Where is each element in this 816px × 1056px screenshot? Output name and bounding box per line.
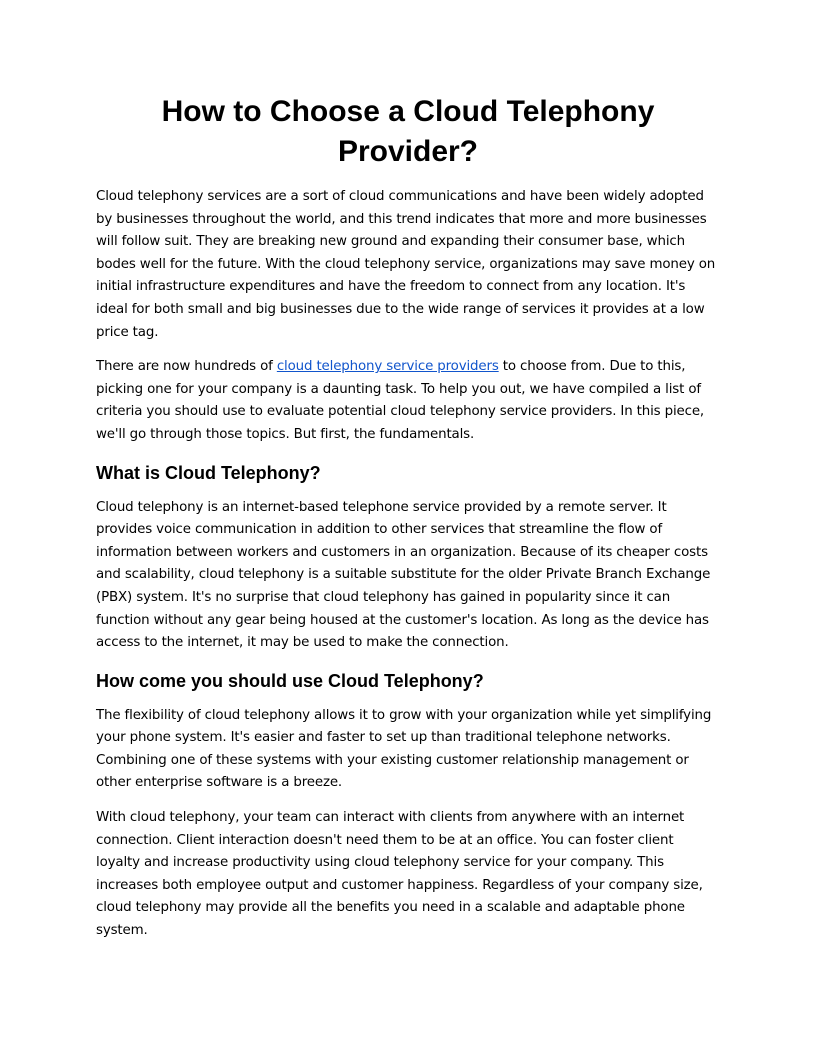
cloud-telephony-providers-link[interactable]: cloud telephony service providers [276, 359, 499, 375]
what-is-paragraph: Cloud telephony is an internet-based telephone service provided by a remote server. It provides voice communication in addition to other services that streamline the flow of information between workers and customers in an organization. Because of its cheaper costs and scalability, cloud telephony is a suitable substitute for the older Private Branch Exchange (PBX) system. It's no surprise that cloud telephony has gained in popularity since it can function without any gear being housed at the customer's location. As long as the device has access to the internet, it may be used to make the connection. [96, 499, 711, 651]
why-use-paragraph-2: With cloud telephony, your team can interact with clients from anywhere with an internet connection. Client interaction doesn't need them to be at an office. You can foster client loyalty and increase productivity using cloud telephony service for your company. This increases both employee output and customer happiness. Regardless of your company size, cloud telephony may provide all the benefits you need in a scalable and adaptable phone system. [96, 810, 703, 939]
providers-text-after: to choose from. Due to this, picking one for your company is a daunting task. To help you out, we have compiled a list of criteria you should use to evaluate potential cloud telephony service providers. In this piece, we'll go through those topics. But first, the fundamentals. [96, 359, 705, 442]
document-page [96, 92, 720, 955]
providers-paragraph [96, 356, 720, 446]
page-title: How to Choose a Cloud Telephony Provider? [161, 95, 655, 168]
providers-text-before: There are now hundreds of [96, 359, 277, 375]
why-use-paragraph-1: The flexibility of cloud telephony allows it to grow with your organization while yet simplifying your phone system. It's easier and faster to set up than traditional telephone networks. Combining one of these systems with your existing customer relationship management or other enterprise software is a breeze. [96, 707, 712, 791]
intro-paragraph: Cloud telephony services are a sort of cloud communications and have been widely adopted by businesses throughout the world, and this trend indicates that more and more businesses will follow suit. They are breaking new ground and expanding their consumer base, which bodes well for the future. With the cloud telephony service, organizations may save money on initial infrastructure expenditures and have the freedom to connect from any location. It's ideal for both small and big businesses due to the wide range of services it provides at a low price tag. [96, 189, 716, 340]
section-heading-what-is: What is Cloud Telephony? [96, 462, 321, 483]
section-heading-why-use: How come you should use Cloud Telephony? [96, 670, 484, 691]
